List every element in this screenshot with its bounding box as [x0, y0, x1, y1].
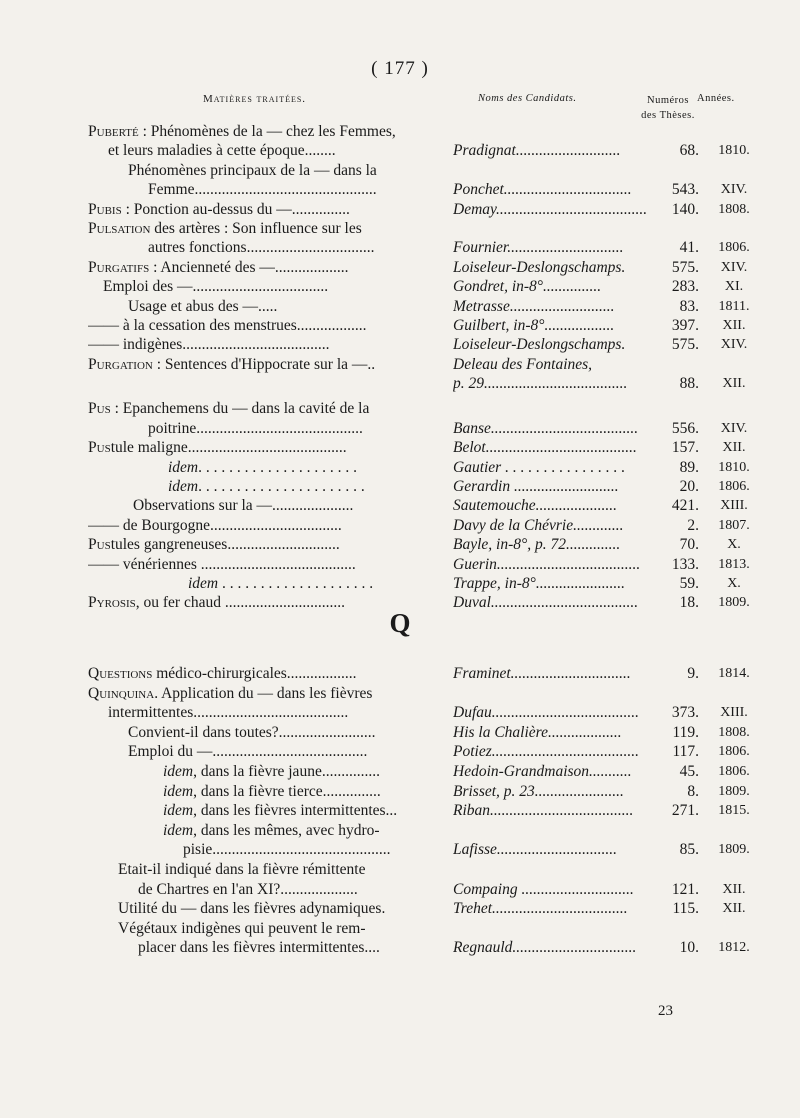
subject-text: Usage et abus des —..... [128, 297, 278, 315]
thesis-number: 115. [672, 900, 699, 918]
thesis-number: 20. [679, 478, 699, 496]
thesis-year: 1809. [718, 783, 750, 799]
thesis-number: 121. [671, 880, 699, 898]
candidate-name: Duval...................................... [453, 594, 639, 612]
thesis-number: 2. [687, 516, 699, 534]
candidate-name: His la Chalière................... [453, 723, 622, 741]
header-matieres: Matières traitées. [203, 93, 307, 105]
subject-text: Observations sur la —..................... [133, 497, 354, 515]
subject-text: Etait-il indiqué dans la fièvre rémittente [118, 860, 366, 878]
table-row [0, 535, 800, 554]
thesis-number: 88. [679, 375, 699, 393]
header-candidats: Noms des Candidats. [478, 93, 577, 104]
thesis-number: 8. [687, 782, 699, 800]
table-row [0, 899, 800, 919]
candidate-name: Deleau des Fontaines, [453, 355, 593, 373]
candidate-name: Dufau...................................... [453, 704, 639, 722]
thesis-year: XIV. [720, 259, 748, 275]
thesis-year: XIV. [720, 182, 748, 198]
thesis-number: 543. [671, 181, 699, 199]
thesis-number: 575. [671, 336, 699, 354]
thesis-number: 140. [671, 200, 699, 218]
candidate-name: Banse...................................... [453, 419, 639, 437]
thesis-year: 1812. [718, 940, 750, 956]
thesis-year: XII. [722, 440, 746, 456]
thesis-year: 1813. [718, 556, 750, 572]
candidate-name: Gerardin ........................... [453, 478, 619, 496]
thesis-year: XII. [722, 376, 746, 392]
subject-text: idem, dans les mêmes, avec hydro- [163, 821, 380, 839]
candidate-name: p. 29..................................... [453, 375, 628, 393]
subject-text: placer dans les fièvres intermittentes.... [138, 939, 380, 957]
thesis-year: XIV. [720, 420, 748, 436]
thesis-year: 1814. [718, 666, 750, 681]
subject-text: pisie.............................................. [183, 841, 391, 859]
printer-signature: 23 [658, 1003, 673, 1019]
thesis-year: 1806. [718, 763, 750, 779]
table-row [0, 684, 800, 704]
candidate-name: Sautemouche..................... [453, 497, 618, 515]
thesis-number: 68. [679, 142, 699, 160]
candidate-name: Demay....................................... [453, 200, 648, 218]
thesis-year: 1815. [718, 803, 750, 819]
thesis-number: 18. [679, 594, 699, 612]
thesis-year: X. [727, 537, 741, 553]
thesis-year: XIV. [720, 337, 748, 353]
candidate-name: Brisset, p. 23....................... [453, 782, 624, 800]
candidate-name: Riban..................................... [453, 802, 634, 820]
thesis-number: 41. [679, 239, 699, 257]
candidate-name: Loiseleur-Deslongschamps. [453, 258, 626, 276]
candidate-name: Compaing ............................. [453, 880, 634, 898]
table-row [0, 860, 800, 880]
section-letter: Q [389, 608, 411, 638]
subject-text: idem, dans la fièvre jaune............... [163, 762, 380, 780]
subject-text: poitrine........................................... [148, 419, 363, 437]
candidate-name: Bayle, in-8°, p. 72.............. [453, 536, 621, 554]
table-row [0, 723, 800, 743]
candidate-name: Potiez...................................... [453, 743, 639, 761]
thesis-number: 397. [671, 316, 699, 334]
subject-text: idem . . . . . . . . . . . . . . . . . . . . [188, 574, 374, 592]
thesis-year: XIII. [720, 705, 748, 721]
index-table-p [0, 122, 800, 613]
candidate-name: Guilbert, in-8°.................. [453, 316, 615, 334]
thesis-number: 421. [671, 497, 699, 515]
thesis-year: 1806. [718, 240, 750, 256]
subject-text: Végétaux indigènes qui peuvent le rem- [118, 919, 366, 937]
subject-text: Convient-il dans toutes?......................... [128, 723, 376, 741]
table-row [0, 880, 800, 900]
subject-text: idem, dans la fièvre tierce............... [163, 782, 381, 800]
index-table-q [0, 664, 800, 958]
candidate-name: Davy de la Chévrie............. [453, 516, 624, 534]
table-row [0, 458, 800, 477]
candidate-name: Belot....................................... [453, 439, 637, 457]
subject-text: Pustule maligne......................................... [88, 439, 347, 457]
subject-text: Pus : Epanchemens du — dans la cavité de la [88, 400, 370, 418]
candidate-name: Loiseleur-Deslongschamps. [453, 336, 626, 354]
header-annees: Années. [697, 93, 735, 104]
candidate-name: Fournier.............................. [453, 239, 624, 257]
thesis-year: 1809. [718, 842, 750, 858]
candidate-name: Hedoin-Grandmaison........... [453, 762, 632, 780]
thesis-number: 283. [671, 278, 699, 296]
thesis-year: 1807. [718, 517, 750, 533]
thesis-year: 1809. [718, 595, 750, 611]
thesis-number: 89. [679, 458, 699, 476]
subject-text: intermittentes........................................ [108, 704, 349, 722]
thesis-year: 1808. [718, 201, 750, 217]
table-row [0, 821, 800, 841]
thesis-number: 556. [671, 419, 699, 437]
subject-text: Purgation : Sentences d'Hippocrate sur la —.. [88, 355, 376, 373]
table-row [0, 516, 800, 535]
candidate-name: Framinet............................... [453, 665, 631, 682]
subject-text: Pubis : Ponction au-dessus du —............... [88, 200, 350, 218]
table-row [0, 316, 800, 335]
subject-text: et leurs maladies à cette époque........ [108, 142, 336, 160]
table-row [0, 374, 800, 393]
table-row [0, 399, 800, 418]
table-row [0, 742, 800, 762]
candidate-name: Regnauld................................ [453, 939, 637, 957]
page-number: ( 177 ) [371, 58, 429, 79]
table-row [0, 477, 800, 496]
table-row [0, 919, 800, 939]
subject-text: —— indigènes...................................... [88, 336, 330, 354]
thesis-number: 271. [671, 802, 699, 820]
thesis-number: 373. [671, 704, 699, 722]
subject-text: —— vénériennes ........................................ [88, 555, 356, 573]
candidate-name: Trehet................................... [453, 900, 628, 918]
table-row [0, 574, 800, 593]
thesis-number: 10. [679, 939, 699, 957]
thesis-year: 1810. [718, 459, 750, 475]
table-row [0, 141, 800, 160]
subject-text: de Chartres en l'an XI?.................... [138, 880, 358, 898]
thesis-number: 119. [672, 723, 699, 741]
thesis-number: 70. [679, 536, 699, 554]
subject-text: idem. . . . . . . . . . . . . . . . . . . . . . [168, 478, 365, 496]
candidate-name: Lafisse............................... [453, 841, 618, 859]
subject-text: Puberté : Phénomènes de la — chez les Femmes, [88, 123, 396, 140]
table-row [0, 555, 800, 574]
candidate-name: Gautier . . . . . . . . . . . . . . . . [453, 458, 626, 476]
table-row [0, 938, 800, 958]
table-row [0, 219, 800, 238]
subject-text: Pustules gangreneuses............................. [88, 536, 340, 554]
table-row [0, 258, 800, 277]
candidate-name: Metrasse........................... [453, 297, 615, 315]
table-row [0, 419, 800, 438]
thesis-year: XII. [722, 317, 746, 333]
subject-text: Questions médico-chirurgicales.................. [88, 665, 357, 682]
thesis-number: 133. [671, 555, 699, 573]
subject-text: Pyrosis, ou fer chaud ............................... [88, 594, 345, 612]
table-row [0, 161, 800, 180]
thesis-year: 1810. [718, 143, 750, 159]
subject-text: Emploi des —................................... [103, 278, 329, 296]
table-row [0, 496, 800, 515]
candidate-name: Trappe, in-8°....................... [453, 574, 625, 592]
subject-text: Emploi du —........................................ [128, 743, 368, 761]
thesis-number: 45. [679, 762, 699, 780]
subject-text: Purgatifs : Ancienneté des —................... [88, 258, 349, 276]
thesis-number: 9. [687, 665, 699, 682]
table-row [0, 840, 800, 860]
subject-text: Phénomènes principaux de la — dans la [128, 161, 377, 179]
subject-text: autres fonctions................................. [148, 239, 375, 257]
table-row [0, 355, 800, 374]
table-row [0, 703, 800, 723]
subject-text: idem. . . . . . . . . . . . . . . . . . . . . [168, 458, 358, 476]
header-numeros: Numéros des Thèses. [641, 95, 695, 121]
subject-text: —— de Bourgogne.................................. [88, 516, 342, 534]
thesis-year: 1808. [718, 724, 750, 740]
thesis-number: 157. [671, 439, 699, 457]
subject-text: Utilité du — dans les fièvres adynamiques. [118, 900, 386, 918]
thesis-year: 1811. [718, 298, 750, 314]
subject-text: Quinquina. Application du — dans les fièvres [88, 684, 373, 702]
thesis-number: 59. [679, 574, 699, 592]
table-row [0, 277, 800, 296]
table-row [0, 297, 800, 316]
table-row [0, 238, 800, 257]
thesis-year: XIII. [720, 498, 748, 514]
thesis-year: XII. [722, 881, 746, 897]
subject-text: Femme............................................... [148, 181, 377, 199]
table-row [0, 801, 800, 821]
subject-text: Pulsation des artères : Son influence sur les [88, 219, 362, 237]
table-row [0, 122, 800, 141]
table-row [0, 762, 800, 782]
thesis-number: 117. [672, 743, 699, 761]
thesis-number: 575. [671, 258, 699, 276]
table-row [0, 180, 800, 199]
thesis-year: X. [727, 575, 741, 591]
table-row [0, 438, 800, 457]
candidate-name: Pradignat........................... [453, 142, 621, 160]
thesis-year: 1806. [718, 479, 750, 495]
thesis-year: 1806. [718, 744, 750, 760]
candidate-name: Guerin..................................... [453, 555, 641, 573]
candidate-name: Ponchet................................. [453, 181, 632, 199]
subject-text: —— à la cessation des menstrues.................. [88, 316, 367, 334]
thesis-number: 85. [679, 841, 699, 859]
table-row [0, 200, 800, 219]
table-row [0, 782, 800, 802]
thesis-year: XII. [722, 901, 746, 917]
subject-text: idem, dans les fièvres intermittentes... [163, 802, 398, 820]
thesis-number: 83. [679, 297, 699, 315]
table-row [0, 664, 800, 684]
thesis-year: XI. [724, 279, 744, 295]
table-row [0, 335, 800, 354]
candidate-name: Gondret, in-8°............... [453, 278, 602, 296]
